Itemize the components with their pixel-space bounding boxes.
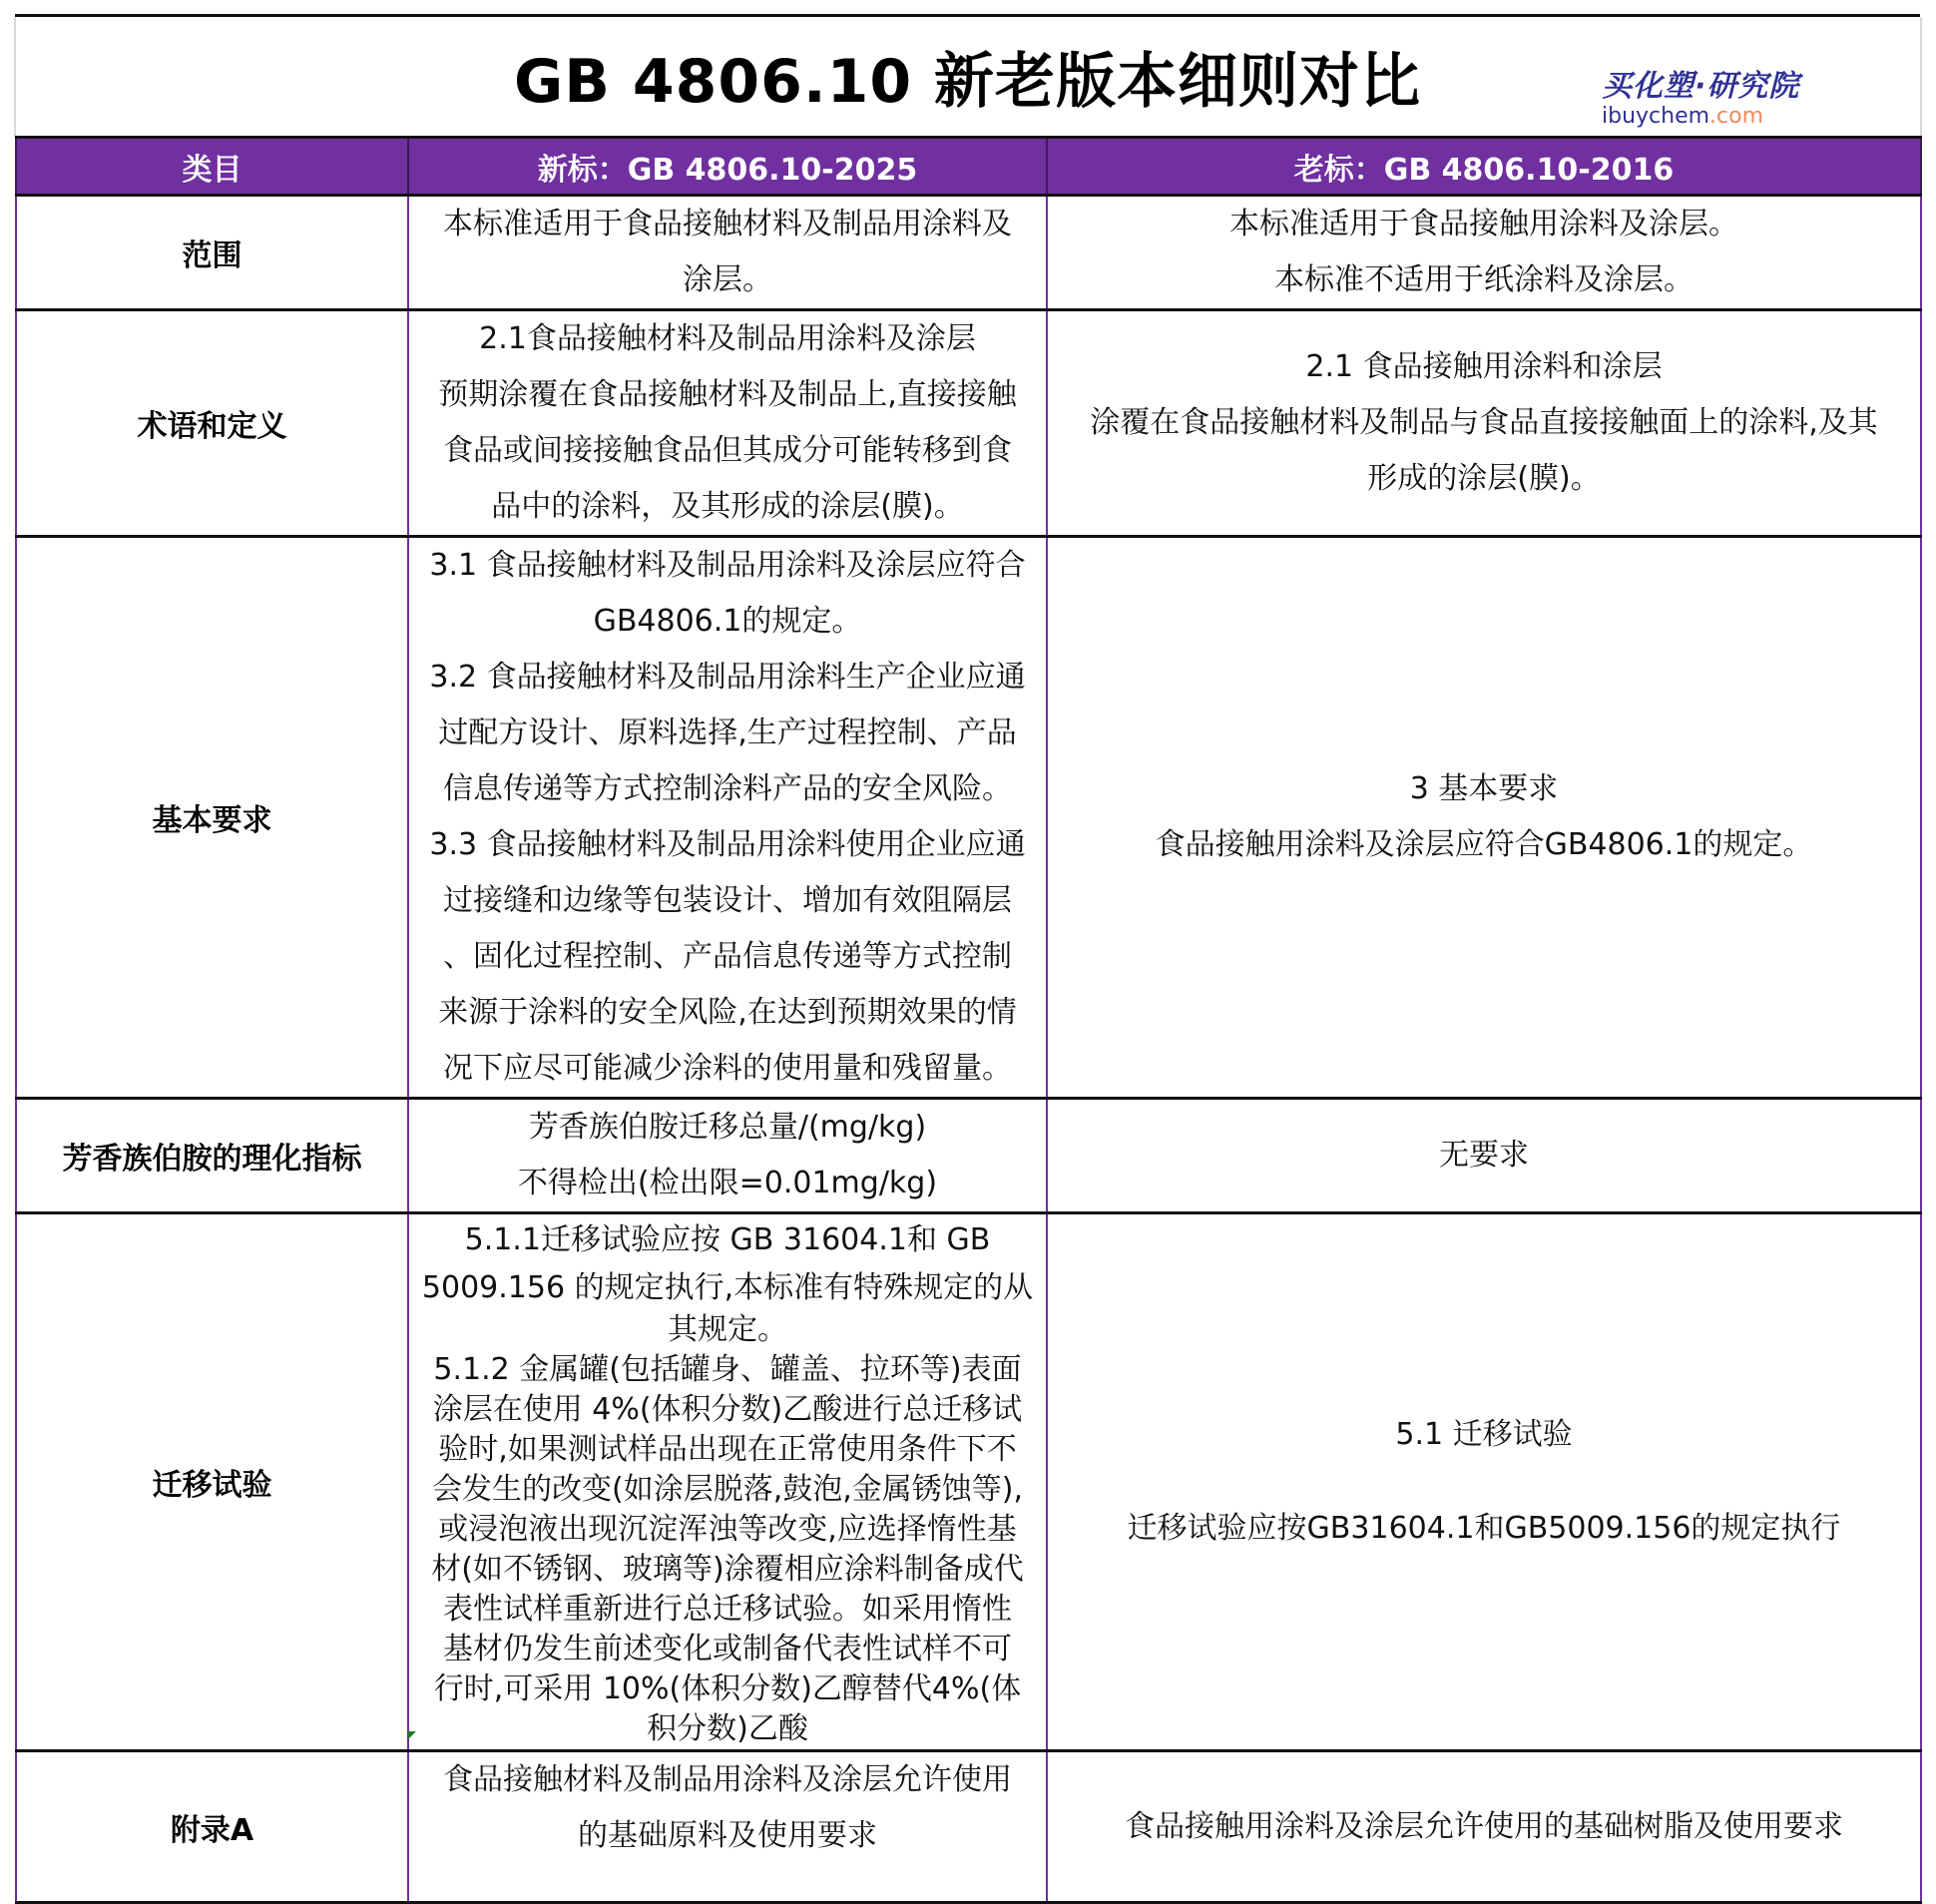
- cell-line: 过接缝和边缘等包装设计、增加有效阻隔层: [443, 883, 1012, 918]
- old-standard-cell: [1047, 537, 1921, 1099]
- table-row: [16, 1751, 1921, 1903]
- table-row: [16, 1099, 1921, 1213]
- cell-line: 迁移试验应按GB31604.1和GB5009.156的规定执行: [1127, 1511, 1841, 1546]
- cell-line: 会发生的改变(如涂层脱落,鼓泡,金属锈蚀等),: [431, 1472, 1024, 1507]
- cell-line: 行时,可采用 10%(体积分数)乙醇替代4%(体: [433, 1671, 1022, 1706]
- old-standard-cell: [1047, 1099, 1921, 1213]
- column-header-new-standard: 新标：GB 4806.10-2025: [408, 138, 1047, 196]
- cell-line: 品中的涂料，及其形成的涂层(膜)。: [491, 489, 964, 524]
- table-row: [16, 310, 1921, 537]
- new-standard-cell: [408, 310, 1047, 537]
- row-category: 基本要求: [16, 537, 408, 1099]
- cell-line: 其规定。: [668, 1312, 787, 1347]
- cell-line: 5009.156 的规定执行,本标准有特殊规定的从: [421, 1270, 1034, 1305]
- row-category: 术语和定义: [16, 310, 408, 537]
- cell-line: 预期涂覆在食品接触材料及制品上,直接接触: [438, 377, 1017, 412]
- cell-line: 3.2 食品接触材料及制品用涂料生产企业应通: [429, 660, 1026, 695]
- row-category: 范围: [16, 196, 408, 310]
- old-standard-cell: [1047, 1213, 1921, 1751]
- cell-line: 3.1 食品接触材料及制品用涂料及涂层应符合: [429, 548, 1026, 583]
- cell-comment-marker: [408, 1731, 416, 1739]
- row-category: 附录A: [16, 1751, 408, 1903]
- cell-line: GB4806.1的规定。: [593, 604, 862, 639]
- cell-line: 涂覆在食品接触材料及制品与食品直接接触面上的涂料,及其: [1090, 405, 1878, 440]
- cell-line: 过配方设计、原料选择,生产过程控制、产品: [438, 715, 1017, 750]
- cell-line: 或浸泡液出现沉淀浑浊等改变,应选择惰性基: [438, 1512, 1017, 1547]
- comparison-table: [15, 136, 1922, 1904]
- new-standard-cell: [408, 1099, 1047, 1213]
- brand-logo: [1602, 70, 1821, 140]
- cell-line: 表性试样重新进行总迁移试验。如采用惰性: [443, 1592, 1012, 1627]
- cell-line: 况下应尽可能减少涂料的使用量和残留量。: [443, 1051, 1012, 1086]
- new-standard-cell: [408, 537, 1047, 1099]
- cell-line: 无要求: [1439, 1138, 1529, 1173]
- table-row: [16, 1213, 1921, 1751]
- right-edge: [1920, 17, 1922, 137]
- cell-line: 食品接触用涂料及涂层应符合GB4806.1的规定。: [1155, 827, 1813, 862]
- spacer: [1048, 1463, 1920, 1501]
- column-header-old-standard: 老标：GB 4806.10-2016: [1047, 138, 1921, 196]
- cell-line: 食品接触用涂料及涂层允许使用的基础树脂及使用要求: [1125, 1808, 1843, 1844]
- cell-line: 2.1 食品接触用涂料和涂层: [1305, 349, 1663, 384]
- cell-line: 材(如不锈钢、玻璃等)涂覆相应涂料制备成代: [431, 1552, 1024, 1587]
- new-standard-cell: [408, 1213, 1047, 1751]
- cell-line: 5.1.1迁移试验应按 GB 31604.1和 GB: [464, 1222, 991, 1257]
- table-row: [16, 537, 1921, 1099]
- cell-line: 来源于涂料的安全风险,在达到预期效果的情: [438, 995, 1017, 1030]
- logo-domain-tld: .com: [1709, 104, 1764, 129]
- old-standard-cell: [1047, 1751, 1921, 1903]
- cell-line: 芳香族伯胺迁移总量/(mg/kg): [528, 1110, 927, 1145]
- cell-line: 5.1.2 金属罐(包括罐身、罐盖、拉环等)表面: [433, 1352, 1022, 1387]
- cell-line: 本标准不适用于纸涂料及涂层。: [1274, 262, 1694, 297]
- new-standard-cell: [408, 1751, 1047, 1903]
- old-standard-cell: [1047, 196, 1921, 310]
- row-category: 芳香族伯胺的理化指标: [16, 1099, 408, 1213]
- cell-line: 本标准适用于食品接触材料及制品用涂料及: [443, 207, 1012, 241]
- logo-domain-main: ibuychem: [1602, 104, 1710, 129]
- cell-line: 验时,如果测试样品出现在正常使用条件下不: [438, 1432, 1017, 1467]
- cell-line: 食品或间接接触食品但其成分可能转移到食: [443, 433, 1012, 468]
- cell-line: 涂层。: [683, 262, 772, 297]
- cell-line: 形成的涂层(膜)。: [1367, 461, 1601, 496]
- cell-line: 3.3 食品接触材料及制品用涂料使用企业应通: [429, 827, 1026, 862]
- cell-line: 基材仍发生前述变化或制备代表性试样不可: [443, 1632, 1012, 1666]
- cell-line: 积分数)乙酸: [647, 1711, 808, 1746]
- cell-line: 涂层在使用 4%(体积分数)乙酸进行总迁移试: [432, 1392, 1023, 1427]
- table-header-row: [16, 138, 1921, 196]
- cell-line: 5.1 迁移试验: [1395, 1417, 1573, 1452]
- cell-line: 食品接触材料及制品用涂料及涂层允许使用: [443, 1762, 1012, 1797]
- cell-line: 本标准适用于食品接触用涂料及涂层。: [1229, 207, 1738, 241]
- page-title: GB 4806.10 新老版本细则对比: [513, 46, 1422, 117]
- cell-line: 信息传递等方式控制涂料产品的安全风险。: [443, 771, 1012, 806]
- row-category: 迁移试验: [16, 1213, 408, 1751]
- cell-line: 的基础原料及使用要求: [578, 1818, 877, 1853]
- old-standard-cell: [1047, 310, 1921, 537]
- table-row: [16, 196, 1921, 310]
- cell-line: 不得检出(检出限=0.01mg/kg): [517, 1166, 938, 1200]
- cell-line: 、固化过程控制、产品信息传递等方式控制: [443, 939, 1012, 974]
- column-header-category: 类目: [16, 138, 408, 196]
- logo-name-cn: 买化塑·研究院: [1602, 69, 1800, 104]
- logo-domain: [1602, 104, 1821, 130]
- new-standard-cell: [408, 196, 1047, 310]
- cell-line: 3 基本要求: [1409, 771, 1559, 806]
- cell-line: 2.1食品接触材料及制品用涂料及涂层: [479, 321, 976, 356]
